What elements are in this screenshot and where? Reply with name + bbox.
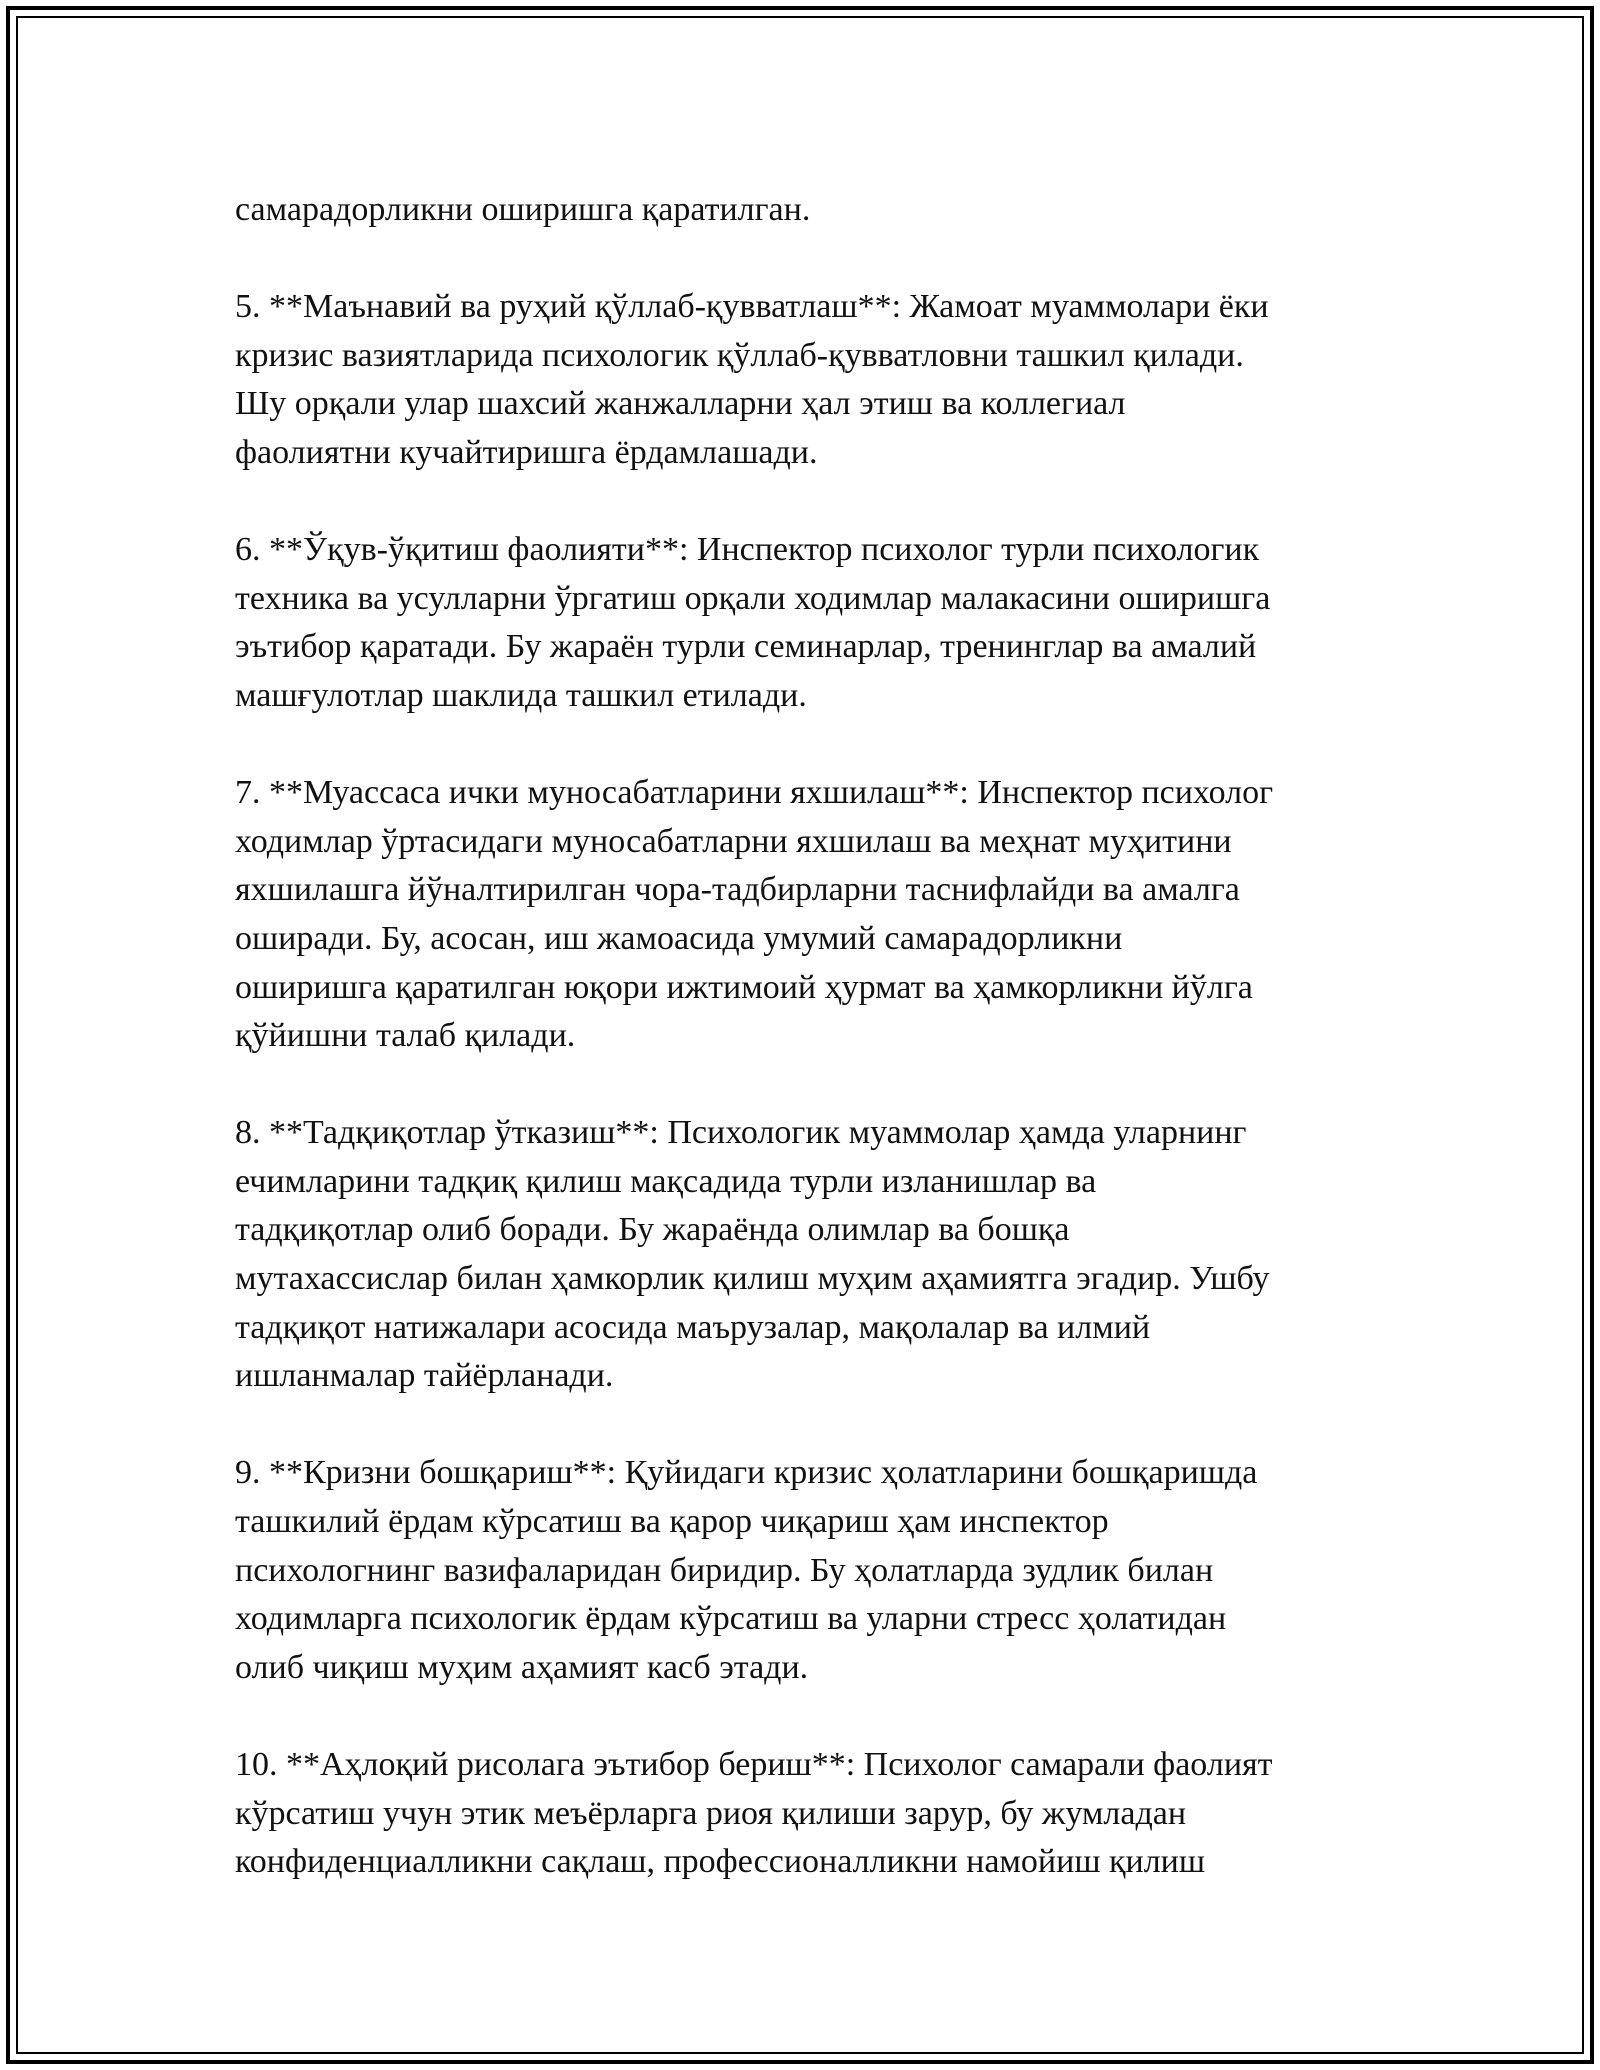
paragraph-item-10: [235, 1741, 1385, 1887]
text-line: оширади. Бу, асосан, иш жамоасида умумий самарадорликни: [235, 919, 1123, 957]
text-line: машғулотлар шаклида ташкил етилади.: [235, 676, 807, 714]
text-line: олиб чиқиш муҳим аҳамият касб этади.: [235, 1648, 809, 1686]
text-line: фаолиятни кучайтиришга ёрдамлашади.: [235, 433, 818, 471]
text-line: конфиденциалликни сақлаш, профессионалликни намойиш қилиш: [235, 1843, 1206, 1881]
paragraph-item-7: [235, 769, 1385, 1061]
text-line: психологнинг вазифаларидан биридир. Бу ҳолатларда зудлик билан: [235, 1551, 1214, 1589]
text-line: кризис вазиятларида психологик қўллаб-қувватловни ташкил қилади.: [235, 336, 1244, 374]
text-line: ташкилий ёрдам кўрсатиш ва қарор чиқариш ҳам инспектор: [235, 1503, 1109, 1541]
text-line: ходимларга психологик ёрдам кўрсатиш ва уларни стресс ҳолатидан: [235, 1600, 1227, 1638]
text-line: ходимлар ўртасидаги муносабатларни яхшилаш ва меҳнат муҳитини: [235, 822, 1232, 860]
text-line: яхшилашга йўналтирилган чора-тадбирларни таснифлайди ва амалга: [235, 871, 1240, 909]
text-line: самарадорликни оширишга қаратилган.: [235, 191, 811, 228]
text-line: тадқиқот натижалари асосида маърузалар, мақолалар ва илмий: [235, 1308, 1151, 1346]
text-line: 6. **Ўқув-ўқитиш фаолияти**: Инспектор психолог турли психологик: [235, 531, 1260, 569]
text-line: 10. **Аҳлоқий рисолага эътибор бериш**: Психолог самарали фаолият: [235, 1746, 1273, 1783]
text-line: қўйишни талаб қилади.: [235, 1017, 576, 1055]
paragraph-continuation: [235, 186, 1385, 235]
text-line: 5. **Маънавий ва руҳий қўллаб-қувватлаш**: Жамоат муаммолари ёки: [235, 288, 1269, 326]
text-line: Шу орқали улар шахсий жанжалларни ҳал этиш ва коллегиал: [235, 385, 1126, 423]
text-line: 8. **Тадқиқотлар ўтказиш**: Психологик муаммолар ҳамда уларнинг: [235, 1114, 1247, 1152]
text-line: ишланмалар тайёрланади.: [235, 1357, 614, 1395]
text-line: оширишга қаратилган юқори ижтимоий ҳурмат ва ҳамкорликни йўлга: [235, 968, 1253, 1006]
text-line: кўрсатиш учун этик меъёрларга риоя қилиши зарур, бу жумладан: [235, 1794, 1187, 1832]
text-line: ечимларини тадқиқ қилиш мақсадида турли изланишлар ва: [235, 1162, 1097, 1200]
text-line: 7. **Муассаса ички муносабатларини яхшилаш**: Инспектор психолог: [235, 774, 1274, 812]
text-line: эътибор қаратади. Бу жараён турли семинарлар, тренинглар ва амалий: [235, 628, 1257, 666]
paragraph-item-5: [235, 283, 1385, 477]
document-body: [235, 186, 1385, 1887]
paragraph-item-6: [235, 526, 1385, 720]
text-line: тадқиқотлар олиб боради. Бу жараёнда олимлар ва бошқа: [235, 1211, 1070, 1249]
paragraph-item-9: [235, 1449, 1385, 1692]
paragraph-item-8: [235, 1109, 1385, 1401]
text-line: техника ва усулларни ўргатиш орқали ходимлар малакасини оширишга: [235, 579, 1271, 617]
text-line: мутахассислар билан ҳамкорлик қилиш муҳим аҳамиятга эгадир. Ушбу: [235, 1260, 1270, 1298]
text-line: 9. **Кризни бошқариш**: Қуйидаги кризис ҳолатларини бошқаришда: [235, 1454, 1258, 1492]
